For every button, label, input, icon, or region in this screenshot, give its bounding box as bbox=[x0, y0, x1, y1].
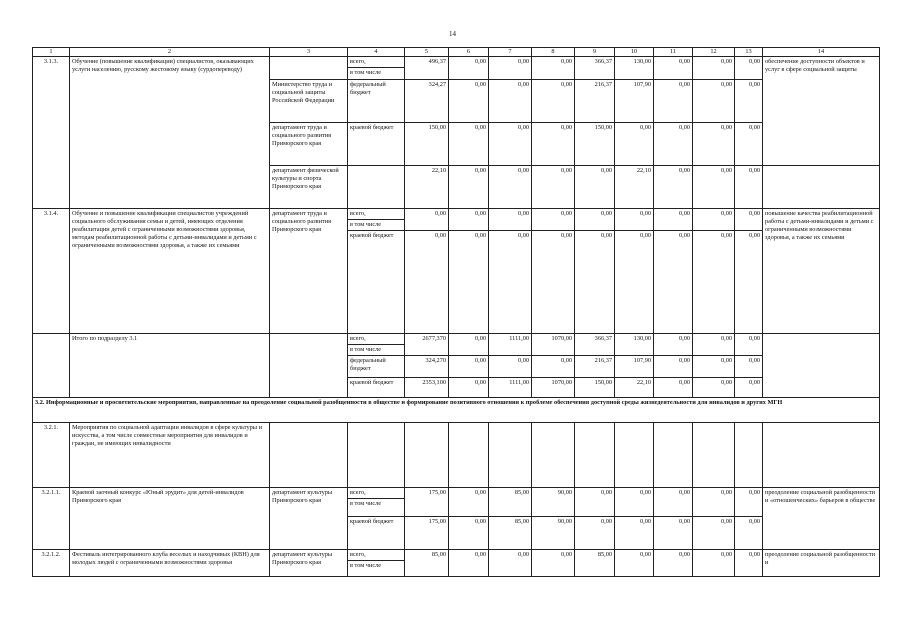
executor-cell bbox=[270, 57, 348, 80]
value-cell: 0,00 bbox=[654, 166, 693, 209]
column-header: 8 bbox=[532, 48, 575, 57]
value-cell: 0,00 bbox=[489, 209, 532, 231]
value-cell: 130,00 bbox=[615, 334, 654, 356]
value-cell: 366,37 bbox=[575, 334, 615, 356]
value-cell: 0,00 bbox=[735, 378, 763, 398]
column-header: 3 bbox=[270, 48, 348, 57]
item-number: 3.1.3. bbox=[33, 57, 70, 209]
item-number: 3.2.1. bbox=[33, 423, 70, 488]
column-header: 7 bbox=[489, 48, 532, 57]
value-cell: 85,00 bbox=[575, 550, 615, 577]
source-cell bbox=[348, 334, 405, 356]
value-cell: 0,00 bbox=[735, 517, 763, 550]
value-cell: 150,00 bbox=[405, 123, 449, 166]
source-total-label: всего, bbox=[348, 209, 404, 220]
value-cell: 0,00 bbox=[575, 517, 615, 550]
value-cell: 0,00 bbox=[654, 209, 693, 231]
value-cell: 0,00 bbox=[654, 80, 693, 123]
value-cell: 0,00 bbox=[532, 550, 575, 577]
source-total-label: всего, bbox=[348, 57, 404, 68]
value-cell: 496,37 bbox=[405, 57, 449, 80]
value-cell: 1070,00 bbox=[532, 334, 575, 356]
value-cell: 0,00 bbox=[735, 334, 763, 356]
column-header: 11 bbox=[654, 48, 693, 57]
value-cell: 0,00 bbox=[735, 209, 763, 231]
outcome-cell: повышение качества реабилитационной работы с детьми-инвалидами и детьми с ограниченными возможностями здоровья, а также их семьями bbox=[763, 209, 880, 334]
value-cell: 0,00 bbox=[693, 356, 735, 378]
value-cell: 22,10 bbox=[405, 166, 449, 209]
source-total-label: всего, bbox=[348, 334, 404, 345]
executor-cell: Министерство труда и социальной защиты Российской Федерации bbox=[270, 80, 348, 123]
empty-cell bbox=[270, 423, 348, 488]
value-cell: 0,00 bbox=[449, 356, 489, 378]
value-cell: 0,00 bbox=[735, 57, 763, 80]
section-title: 3.2. Информационные и просветительские мероприятия, направленные на преодоление социальной разобщенности в обществе и формирование позитивного отношения к проблеме обеспечения доступной среды жизнедеятельности для инвалидов и других МГН bbox=[33, 398, 880, 423]
source-incl-label: в том числе bbox=[350, 221, 382, 229]
value-cell: 0,00 bbox=[449, 550, 489, 577]
value-cell: 107,90 bbox=[615, 80, 654, 123]
row-3-1-3-total bbox=[33, 57, 880, 80]
outcome-cell bbox=[763, 334, 880, 398]
value-cell: 0,00 bbox=[489, 550, 532, 577]
subtotal-label: Итого по подразделу 3.1 bbox=[70, 334, 270, 398]
value-cell: 0,00 bbox=[654, 356, 693, 378]
value-cell: 0,00 bbox=[615, 488, 654, 517]
empty-cell bbox=[405, 423, 449, 488]
column-header: 1 bbox=[33, 48, 70, 57]
source-cell: краевой бюджет bbox=[348, 231, 405, 334]
value-cell: 22,10 bbox=[615, 166, 654, 209]
item-name: Мероприятия по социальной адаптации инвалидов в сфере культуры и искусства, а том числе совместные мероприятия для инвалидов и граждан, не имеющих инвалидности bbox=[70, 423, 270, 488]
executor-cell: департамент культуры Приморского края bbox=[270, 550, 348, 577]
header-row bbox=[33, 48, 880, 57]
page-number: 14 bbox=[449, 30, 456, 38]
column-header: 12 bbox=[693, 48, 735, 57]
value-cell: 0,00 bbox=[693, 378, 735, 398]
value-cell: 1111,00 bbox=[489, 378, 532, 398]
value-cell: 175,00 bbox=[405, 517, 449, 550]
value-cell: 0,00 bbox=[615, 231, 654, 334]
value-cell: 1070,00 bbox=[532, 378, 575, 398]
value-cell: 0,00 bbox=[735, 166, 763, 209]
section-header-row bbox=[33, 398, 880, 423]
item-name: Краевой заочный конкурс «Юный эрудит» для детей-инвалидов Приморского края bbox=[70, 488, 270, 550]
value-cell: 85,00 bbox=[489, 517, 532, 550]
value-cell: 0,00 bbox=[532, 209, 575, 231]
value-cell: 0,00 bbox=[693, 517, 735, 550]
value-cell: 0,00 bbox=[735, 550, 763, 577]
value-cell: 0,00 bbox=[489, 231, 532, 334]
value-cell: 0,00 bbox=[449, 166, 489, 209]
value-cell: 107,90 bbox=[615, 356, 654, 378]
outcome-cell: преодоление социальной разобщенности и «отношенческих» барьеров в обществе bbox=[763, 488, 880, 550]
column-header: 14 bbox=[763, 48, 880, 57]
value-cell: 0,00 bbox=[449, 488, 489, 517]
value-cell: 0,00 bbox=[693, 57, 735, 80]
value-cell: 0,00 bbox=[615, 209, 654, 231]
empty-cell bbox=[575, 423, 615, 488]
source-cell bbox=[348, 209, 405, 231]
source-incl-label: в том числе bbox=[350, 500, 382, 508]
value-cell: 0,00 bbox=[575, 209, 615, 231]
value-cell: 0,00 bbox=[575, 166, 615, 209]
value-cell: 0,00 bbox=[735, 80, 763, 123]
source-cell: краевой бюджет bbox=[348, 517, 405, 550]
value-cell: 0,00 bbox=[654, 231, 693, 334]
source-cell bbox=[348, 550, 405, 577]
value-cell: 150,00 bbox=[575, 378, 615, 398]
row-3-1-4-total bbox=[33, 209, 880, 231]
value-cell: 22,10 bbox=[615, 378, 654, 398]
value-cell: 0,00 bbox=[489, 80, 532, 123]
value-cell: 0,00 bbox=[532, 80, 575, 123]
value-cell: 0,00 bbox=[575, 231, 615, 334]
value-cell: 0,00 bbox=[532, 356, 575, 378]
value-cell: 90,00 bbox=[532, 517, 575, 550]
column-header: 4 bbox=[348, 48, 405, 57]
value-cell: 0,00 bbox=[693, 550, 735, 577]
value-cell: 0,00 bbox=[654, 378, 693, 398]
value-cell: 0,00 bbox=[693, 166, 735, 209]
value-cell: 0,00 bbox=[489, 166, 532, 209]
item-number: 3.2.1.2. bbox=[33, 550, 70, 577]
value-cell: 324,270 bbox=[405, 356, 449, 378]
value-cell: 0,00 bbox=[449, 80, 489, 123]
source-cell: федеральный бюджет bbox=[348, 80, 405, 123]
executor-cell bbox=[270, 334, 348, 398]
value-cell: 0,00 bbox=[654, 57, 693, 80]
empty-cell bbox=[654, 423, 693, 488]
column-header: 13 bbox=[735, 48, 763, 57]
column-header: 9 bbox=[575, 48, 615, 57]
value-cell: 0,00 bbox=[405, 209, 449, 231]
value-cell: 216,37 bbox=[575, 80, 615, 123]
row-3-2-1-2-total bbox=[33, 550, 880, 577]
value-cell: 0,00 bbox=[693, 488, 735, 517]
value-cell: 0,00 bbox=[615, 517, 654, 550]
value-cell: 0,00 bbox=[449, 123, 489, 166]
item-name: Обучение и повышение квалификации специалистов учреждений социального обслуживания семьи и детей, имеющих отделения реабилитации детей с ограниченными возможностями здоровья, методам реабилитационной работы с детьми-инвалидами и детьми с ограниченными возможностями здоровья, а также их семьями bbox=[70, 209, 270, 334]
empty-cell bbox=[693, 423, 735, 488]
value-cell: 2677,370 bbox=[405, 334, 449, 356]
value-cell: 0,00 bbox=[489, 356, 532, 378]
value-cell: 2353,100 bbox=[405, 378, 449, 398]
outcome-cell: преодоление социальной разобщенности и bbox=[763, 550, 880, 577]
source-incl-label: в том числе bbox=[350, 69, 382, 77]
value-cell: 216,37 bbox=[575, 356, 615, 378]
item-number: 3.1.4. bbox=[33, 209, 70, 334]
column-header: 10 bbox=[615, 48, 654, 57]
row-subtotal-total bbox=[33, 334, 880, 356]
value-cell: 0,00 bbox=[735, 356, 763, 378]
source-incl-label: в том числе bbox=[350, 562, 382, 570]
value-cell: 0,00 bbox=[532, 166, 575, 209]
value-cell: 0,00 bbox=[449, 57, 489, 80]
executor-cell: департамент культуры Приморского края bbox=[270, 488, 348, 550]
value-cell: 0,00 bbox=[654, 517, 693, 550]
executor-cell: департамент труда и социального развития Приморского края bbox=[270, 123, 348, 166]
source-total-label: всего, bbox=[348, 550, 404, 561]
value-cell: 0,00 bbox=[489, 57, 532, 80]
empty-cell bbox=[489, 423, 532, 488]
value-cell: 0,00 bbox=[615, 550, 654, 577]
value-cell: 0,00 bbox=[735, 123, 763, 166]
value-cell: 366,37 bbox=[575, 57, 615, 80]
item-name: Обучение (повышение квалификации) специалистов, оказывающих услуги населению, русскому жестовому языку (сурдопереводу) bbox=[70, 57, 270, 209]
value-cell: 0,00 bbox=[449, 517, 489, 550]
item-number: 3.2.1.1. bbox=[33, 488, 70, 550]
source-cell: краевой бюджет bbox=[348, 378, 405, 398]
value-cell: 0,00 bbox=[654, 488, 693, 517]
empty-cell bbox=[449, 423, 489, 488]
source-cell bbox=[348, 166, 405, 209]
column-header: 2 bbox=[70, 48, 270, 57]
value-cell: 0,00 bbox=[693, 231, 735, 334]
value-cell: 0,00 bbox=[693, 334, 735, 356]
value-cell: 0,00 bbox=[449, 231, 489, 334]
value-cell: 324,27 bbox=[405, 80, 449, 123]
value-cell: 0,00 bbox=[532, 57, 575, 80]
program-table bbox=[32, 47, 880, 577]
source-cell: краевой бюджет bbox=[348, 123, 405, 166]
value-cell: 0,00 bbox=[449, 209, 489, 231]
value-cell: 0,00 bbox=[405, 231, 449, 334]
source-cell bbox=[348, 488, 405, 517]
empty-cell bbox=[532, 423, 575, 488]
value-cell: 0,00 bbox=[654, 550, 693, 577]
value-cell: 175,00 bbox=[405, 488, 449, 517]
value-cell: 85,00 bbox=[405, 550, 449, 577]
value-cell: 0,00 bbox=[693, 209, 735, 231]
value-cell: 0,00 bbox=[532, 123, 575, 166]
value-cell: 0,00 bbox=[532, 231, 575, 334]
column-header: 5 bbox=[405, 48, 449, 57]
value-cell: 0,00 bbox=[489, 123, 532, 166]
item-name: Фестиваль интегрированного клуба веселых и находчивых (КВН) для молодых людей с ограниченными возможностями здоровья bbox=[70, 550, 270, 577]
executor-cell: департамент физической культуры и спорта Приморского края bbox=[270, 166, 348, 209]
value-cell: 0,00 bbox=[615, 123, 654, 166]
column-header: 6 bbox=[449, 48, 489, 57]
value-cell: 130,00 bbox=[615, 57, 654, 80]
empty-cell bbox=[735, 423, 763, 488]
outcome-cell: обеспечение доступности объектов и услуг в сфере социальной защиты bbox=[763, 57, 880, 166]
source-incl-label: в том числе bbox=[350, 346, 382, 354]
empty-cell bbox=[348, 423, 405, 488]
value-cell: 0,00 bbox=[735, 231, 763, 334]
row-3-2-1-1-total bbox=[33, 488, 880, 517]
table-body bbox=[33, 48, 880, 577]
value-cell: 0,00 bbox=[735, 488, 763, 517]
value-cell: 1111,00 bbox=[489, 334, 532, 356]
value-cell: 0,00 bbox=[449, 334, 489, 356]
value-cell: 90,00 bbox=[532, 488, 575, 517]
source-cell bbox=[348, 57, 405, 80]
source-total-label: всего, bbox=[348, 488, 404, 499]
outcome-cell bbox=[763, 166, 880, 209]
value-cell: 0,00 bbox=[693, 123, 735, 166]
source-cell: федеральный бюджет bbox=[348, 356, 405, 378]
value-cell: 0,00 bbox=[654, 123, 693, 166]
value-cell: 0,00 bbox=[693, 80, 735, 123]
value-cell: 0,00 bbox=[654, 334, 693, 356]
value-cell: 150,00 bbox=[575, 123, 615, 166]
executor-cell: департамент труда и социального развития Приморского края bbox=[270, 209, 348, 334]
value-cell: 0,00 bbox=[575, 488, 615, 517]
value-cell: 85,00 bbox=[489, 488, 532, 517]
item-number bbox=[33, 334, 70, 398]
value-cell: 0,00 bbox=[449, 378, 489, 398]
empty-cell bbox=[615, 423, 654, 488]
row-3-2-1 bbox=[33, 423, 880, 488]
empty-cell bbox=[763, 423, 880, 488]
